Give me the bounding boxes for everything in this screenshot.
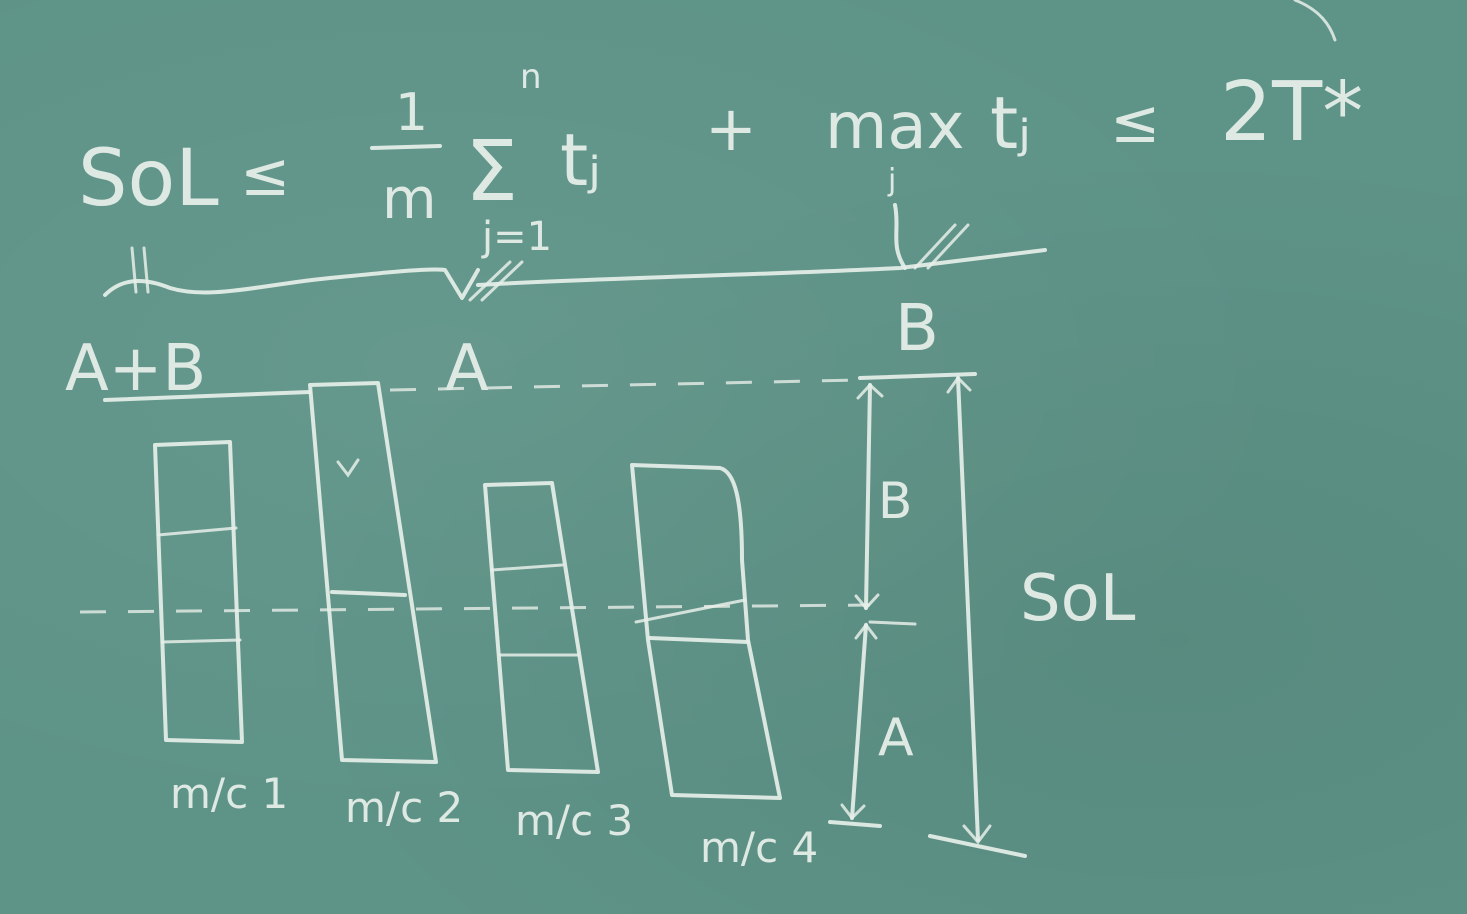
job-divider	[332, 592, 405, 595]
fraction-numerator: 1	[395, 83, 429, 143]
b-arrow-line	[866, 385, 870, 608]
machine-4-label: m/c 4	[700, 823, 819, 872]
max-term: tⱼ	[990, 81, 1031, 165]
brace-under-lhs	[105, 269, 478, 298]
middle-dashed-line	[80, 605, 870, 612]
machine-3-outline	[485, 483, 598, 772]
machine-1-outline	[155, 442, 242, 742]
sigma-symbol: Σ	[465, 122, 519, 220]
label-b: B	[895, 292, 939, 366]
machine-4-outline	[632, 465, 780, 798]
machine-2-outline	[310, 383, 436, 762]
check-mark	[338, 460, 358, 475]
a-arrow-line	[852, 625, 866, 818]
middle-tick	[870, 622, 915, 624]
job-divider	[158, 528, 236, 535]
job-divider	[650, 638, 748, 642]
formula-lhs: SoL	[78, 134, 219, 224]
bottom-tick	[830, 822, 880, 826]
machine-1-bar	[155, 442, 242, 742]
fraction-bar	[372, 146, 440, 148]
brace-under-max	[895, 205, 905, 268]
label-a-plus-b: A+B	[65, 332, 207, 406]
machine-2-bar	[310, 383, 436, 762]
job-divider	[492, 565, 562, 570]
dimension-arrows	[830, 378, 1136, 856]
formula	[78, 57, 1363, 260]
tick-mark	[144, 248, 148, 292]
label-a: A	[445, 332, 489, 406]
segment-a-label: A	[878, 708, 914, 768]
sol-arrow-line	[958, 378, 978, 840]
job-divider	[636, 600, 745, 622]
max-subscript: j	[888, 163, 897, 198]
sum-upper-limit: n	[520, 57, 542, 97]
machine-3-bar	[485, 483, 598, 772]
fraction-denominator: m	[382, 167, 437, 232]
tick-mark	[132, 248, 136, 292]
machine-4-bar	[632, 465, 780, 798]
formula-le-1: ≤	[240, 140, 291, 210]
formula-plus: +	[705, 92, 757, 165]
machine-1-label: m/c 1	[170, 769, 289, 818]
sum-lower-limit: j=1	[482, 214, 553, 260]
brace-line-right	[478, 250, 1045, 285]
sum-term: tⱼ	[560, 118, 601, 202]
formula-le-2: ≤	[1110, 87, 1161, 157]
formula-rhs: 2T*	[1220, 65, 1364, 160]
chalk-mark	[1295, 0, 1335, 40]
machine-2-label: m/c 2	[345, 783, 464, 832]
segment-sol-label: SoL	[1020, 562, 1136, 636]
max-operator: max	[825, 90, 965, 164]
segment-b-label: B	[878, 472, 913, 530]
machine-3-label: m/c 3	[515, 796, 634, 845]
job-divider	[162, 640, 240, 642]
